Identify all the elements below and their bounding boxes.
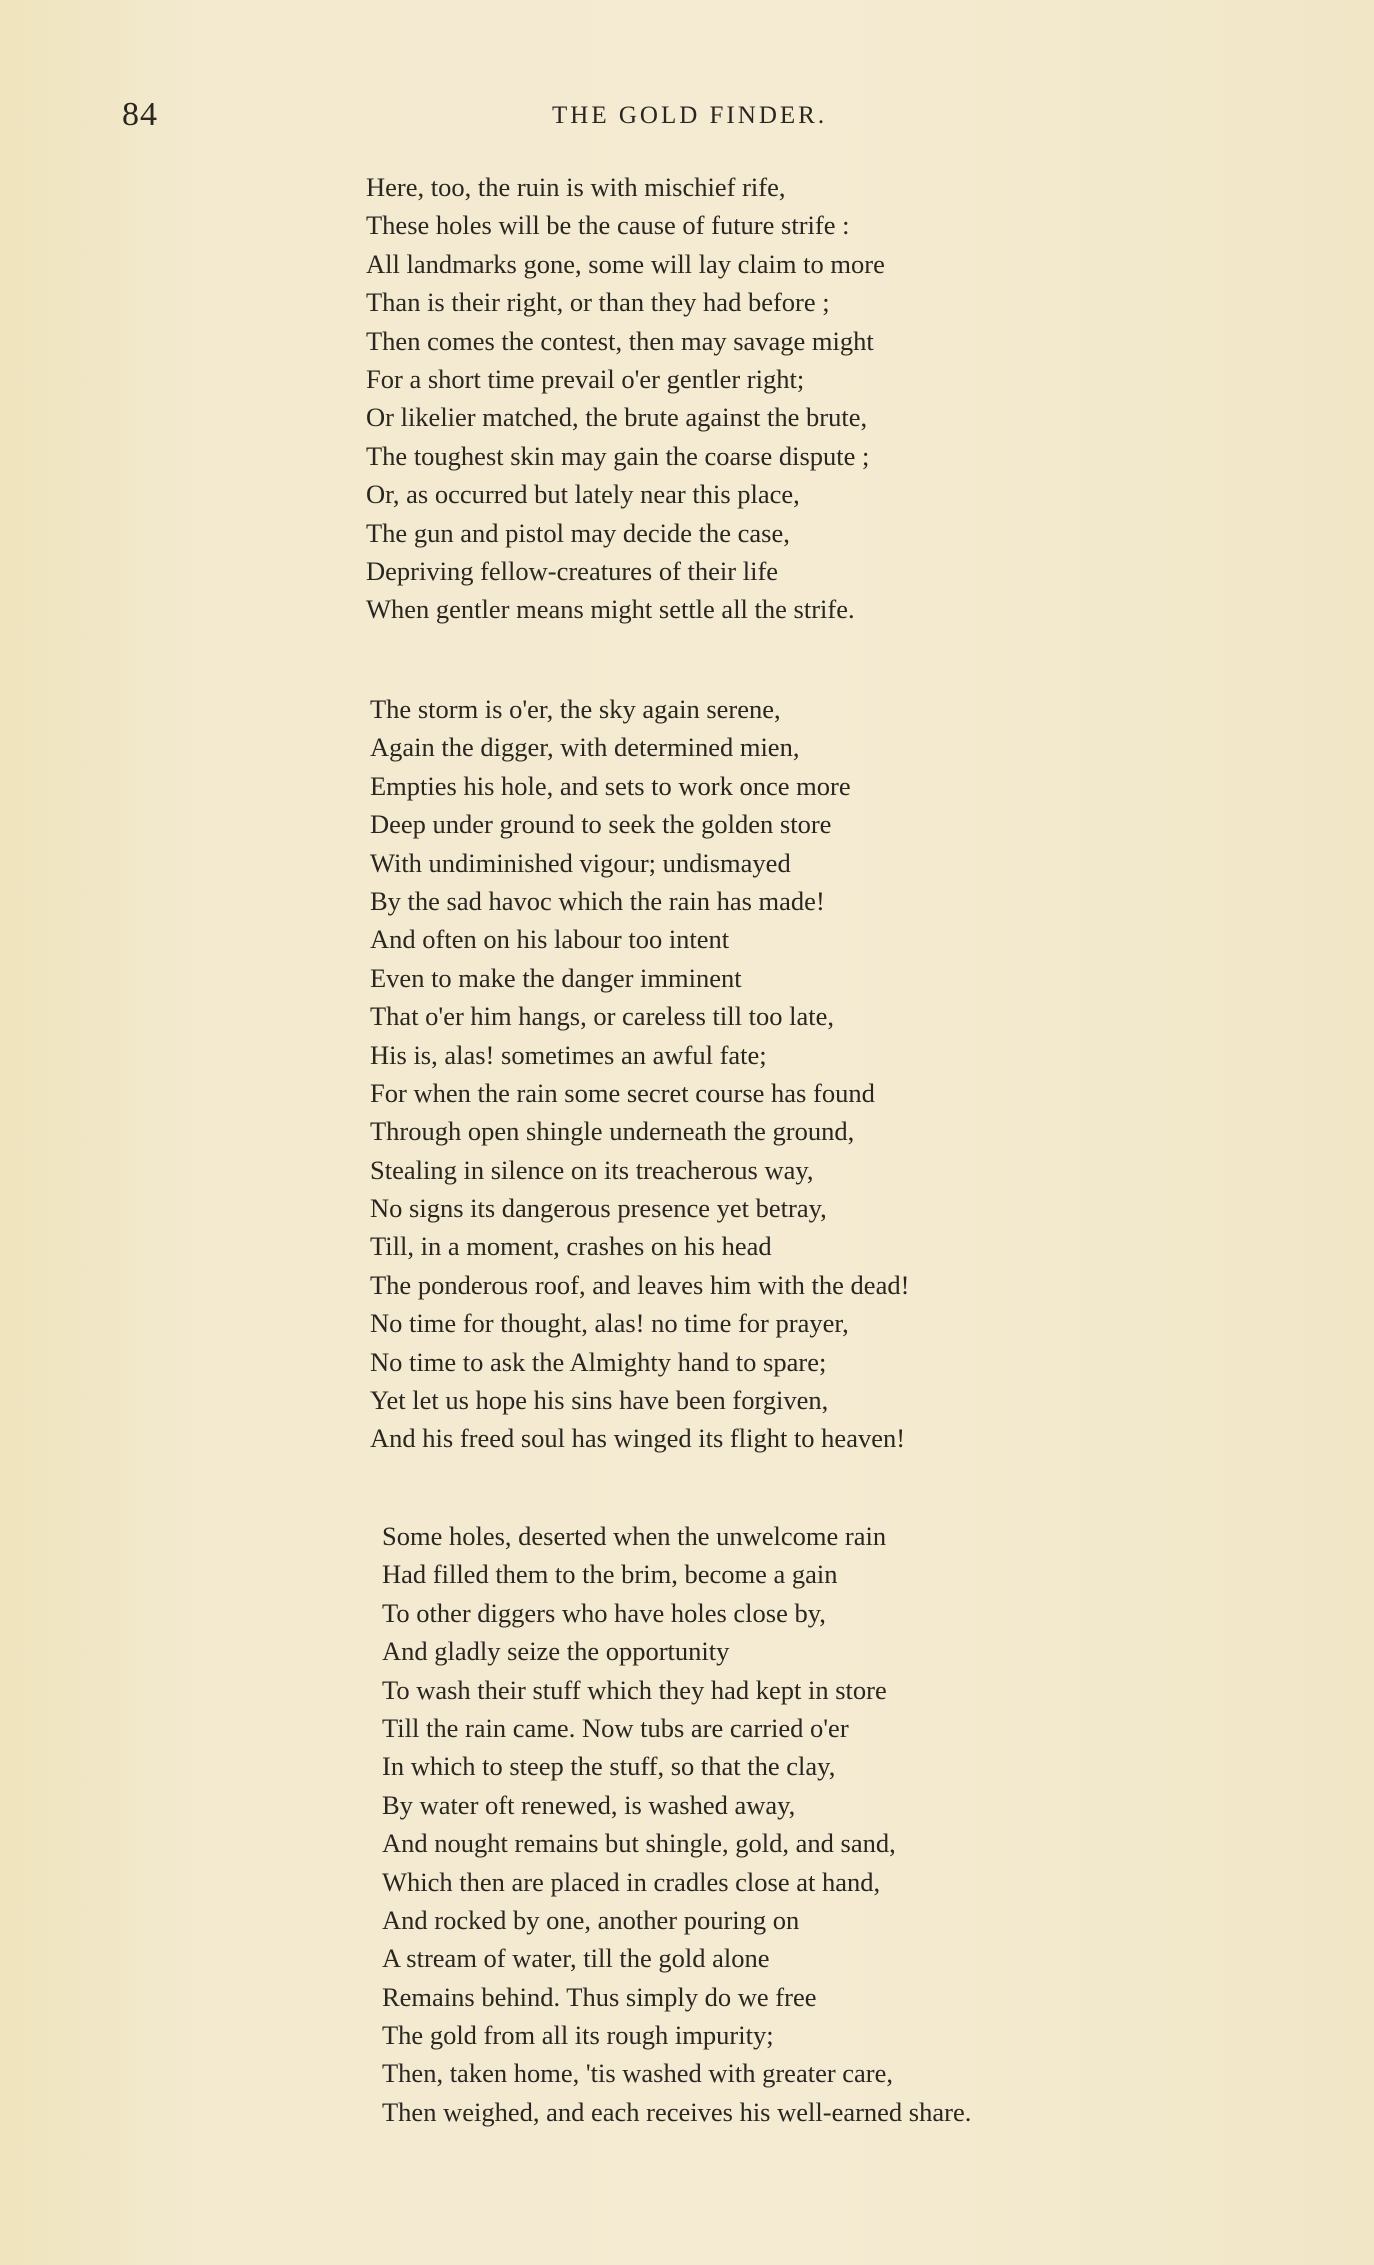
verse-line: To other diggers who have holes close by,: [382, 1597, 826, 1628]
verse-line: By water oft renewed, is washed away,: [382, 1789, 796, 1820]
verse-line: Again the digger, with determined mien,: [370, 732, 800, 763]
verse-line: For a short time prevail o'er gentler right;: [366, 363, 805, 394]
verse-line: Yet let us hope his sins have been forgiven,: [370, 1385, 829, 1416]
verse-line: Which then are placed in cradles close at hand,: [382, 1866, 881, 1897]
verse-line: In which to steep the stuff, so that the clay,: [382, 1751, 836, 1782]
verse-line: Depriving fellow-creatures of their life: [366, 555, 779, 586]
verse-line: The storm is o'er, the sky again serene,: [370, 694, 781, 724]
verse-line: And nought remains but shingle, gold, and sand,: [382, 1828, 896, 1859]
verse-line: Till, in a moment, crashes on his head: [370, 1231, 772, 1262]
verse-line: Then, taken home, 'tis washed with greater care,: [382, 2058, 894, 2089]
verse-line: Empties his hole, and sets to work once more: [370, 770, 851, 801]
verse-line: The gun and pistol may decide the case,: [366, 517, 790, 548]
verse-line: And gladly seize the opportunity: [382, 1636, 730, 1667]
verse-line: The toughest skin may gain the coarse dispute ;: [366, 440, 870, 471]
verse-line: No time to ask the Almighty hand to spare;: [370, 1346, 827, 1377]
verse-line: Till the rain came. Now tubs are carried o'er: [382, 1712, 849, 1743]
verse-line: All landmarks gone, some will lay claim to more: [366, 248, 885, 279]
verse-line: Some holes, deserted when the unwelcome rain: [382, 1521, 887, 1551]
verse-line: Through open shingle underneath the ground,: [370, 1116, 855, 1147]
verse-line: Had filled them to the brim, become a gain: [382, 1559, 838, 1590]
verse-line: Stealing in silence on its treacherous way,: [370, 1154, 814, 1185]
verse-line: The ponderous roof, and leaves him with the dead!: [370, 1269, 910, 1300]
verse-line: No time for thought, alas! no time for prayer,: [370, 1308, 849, 1339]
verse-line: Then comes the contest, then may savage might: [366, 325, 874, 356]
stanza-3: [382, 1517, 971, 2131]
verse-line: And rocked by one, another pouring on: [382, 1904, 800, 1935]
verse-line: Or, as occurred but lately near this place,: [366, 479, 800, 510]
verse-line: Even to make the danger imminent: [370, 962, 742, 993]
stanza-2: [370, 690, 909, 1458]
verse-line: No signs its dangerous presence yet betray,: [370, 1193, 827, 1224]
verse-line: To wash their stuff which they had kept in store: [382, 1674, 887, 1705]
verse-line: His is, alas! sometimes an awful fate;: [370, 1039, 767, 1070]
verse-line: Deep under ground to seek the golden store: [370, 809, 832, 840]
verse-line: When gentler means might settle all the strife.: [366, 594, 855, 625]
verse-line: That o'er him hangs, or careless till too late,: [370, 1001, 834, 1032]
verse-line: With undiminished vigour; undismayed: [370, 847, 791, 878]
verse-line: And often on his labour too intent: [370, 924, 730, 955]
verse-line: The gold from all its rough impurity;: [382, 2020, 774, 2051]
verse-line: For when the rain some secret course has found: [370, 1077, 875, 1108]
running-head: THE GOLD FINDER.: [552, 102, 828, 129]
verse-line: These holes will be the cause of future strife :: [366, 210, 850, 241]
verse-line: Than is their right, or than they had before ;: [366, 287, 830, 318]
verse-line: Remains behind. Thus simply do we free: [382, 1981, 817, 2012]
stanza-1: [366, 168, 885, 629]
verse-line: And his freed soul has winged its flight to heaven!: [370, 1423, 906, 1454]
verse-line: A stream of water, till the gold alone: [382, 1943, 770, 1974]
page-number: 84: [122, 96, 158, 133]
verse-line: Then weighed, and each receives his well-earned share.: [382, 2096, 972, 2127]
verse-line: Or likelier matched, the brute against the brute,: [366, 402, 868, 433]
verse-line: Here, too, the ruin is with mischief rife,: [366, 172, 786, 202]
verse-line: By the sad havoc which the rain has made!: [370, 885, 825, 916]
